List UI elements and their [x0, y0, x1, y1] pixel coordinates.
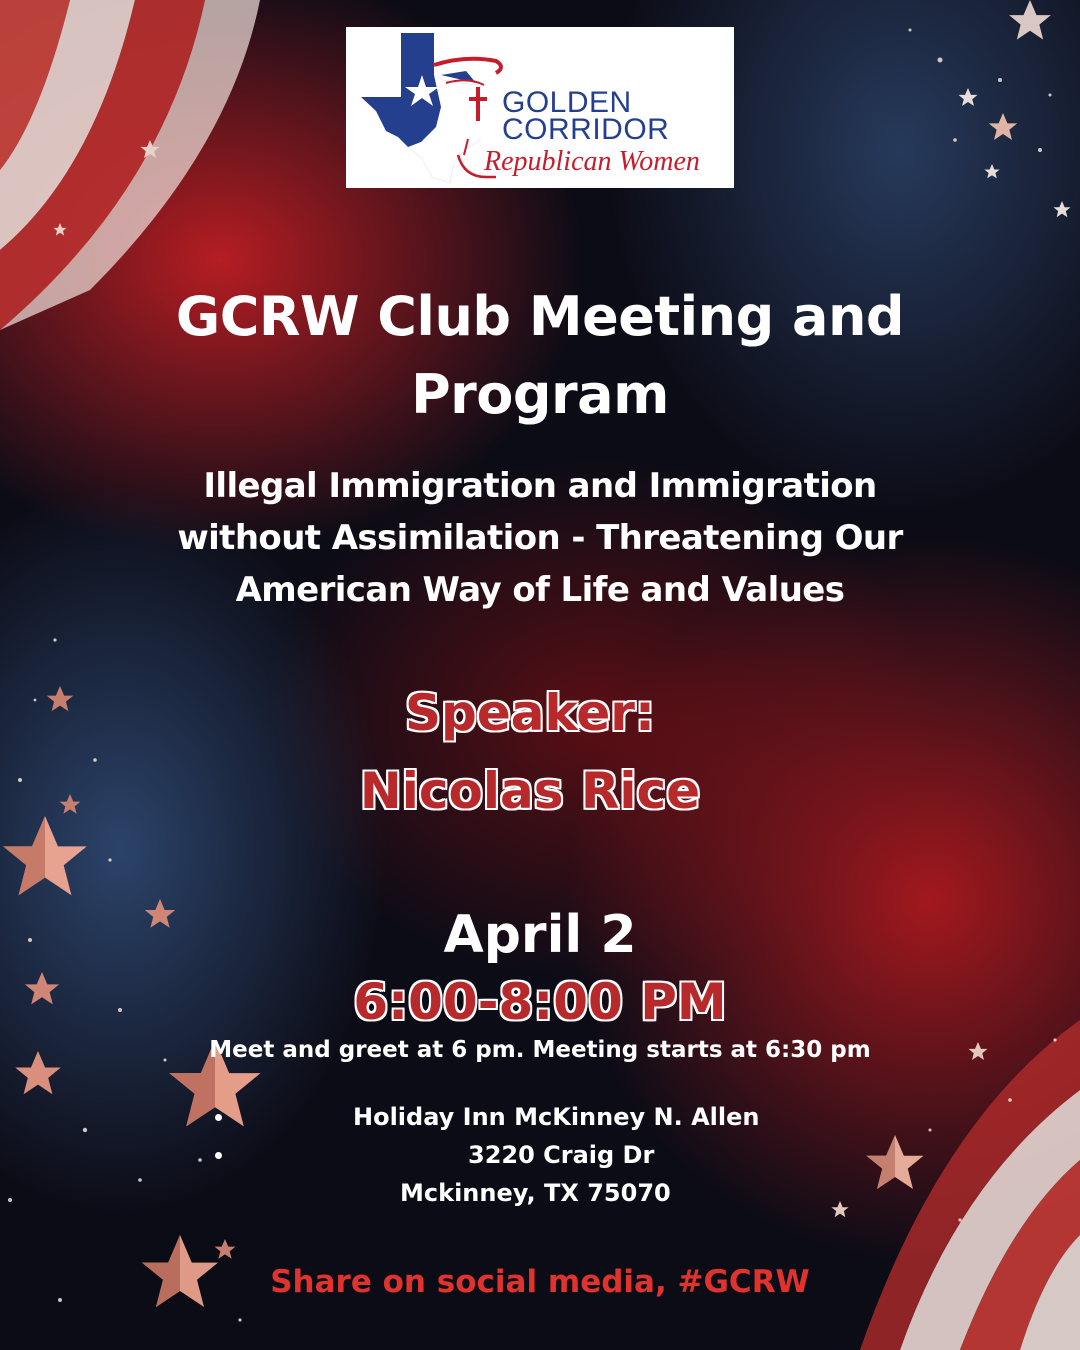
logo-text-republican-women: Republican Women [484, 146, 700, 177]
share-hashtag: Share on social media, #GCRW [270, 1264, 810, 1300]
venue-city: Mckinney, TX 75070 [400, 1179, 671, 1207]
star-icon [984, 164, 999, 178]
star-icon [831, 1201, 848, 1217]
logo-text-golden: GOLDEN [502, 86, 632, 119]
event-time: 6:00-8:00 PM [353, 973, 727, 1031]
star-icon [3, 816, 87, 895]
star-icon [215, 1239, 236, 1259]
star-icon [959, 88, 978, 106]
event-subtitle: Illegal Immigration and Immigration without Assimilation - Threatening Our American Way of Life and Values [177, 466, 903, 610]
speaker-name: Nicolas Rice [359, 762, 701, 820]
bullet-icon [215, 1114, 222, 1121]
event-schedule-note: Meet and greet at 6 pm. Meeting starts at 6:30 pm [209, 1037, 871, 1063]
bullet-icon [215, 1152, 222, 1159]
gcrw-logo [346, 27, 734, 188]
star-icon [867, 1135, 924, 1189]
star-icon [1009, 0, 1051, 40]
event-title: GCRW Club Meeting and Program [175, 285, 905, 426]
venue-name: Holiday Inn McKinney N. Allen [353, 1103, 760, 1131]
speaker-label: Speaker: [405, 684, 655, 742]
logo-text-corridor: CORRIDOR [502, 113, 670, 146]
venue-street: 3220 Craig Dr [468, 1141, 655, 1169]
event-date: April 2 [443, 905, 637, 965]
star-icon [1053, 201, 1070, 217]
star-icon [989, 113, 1018, 140]
